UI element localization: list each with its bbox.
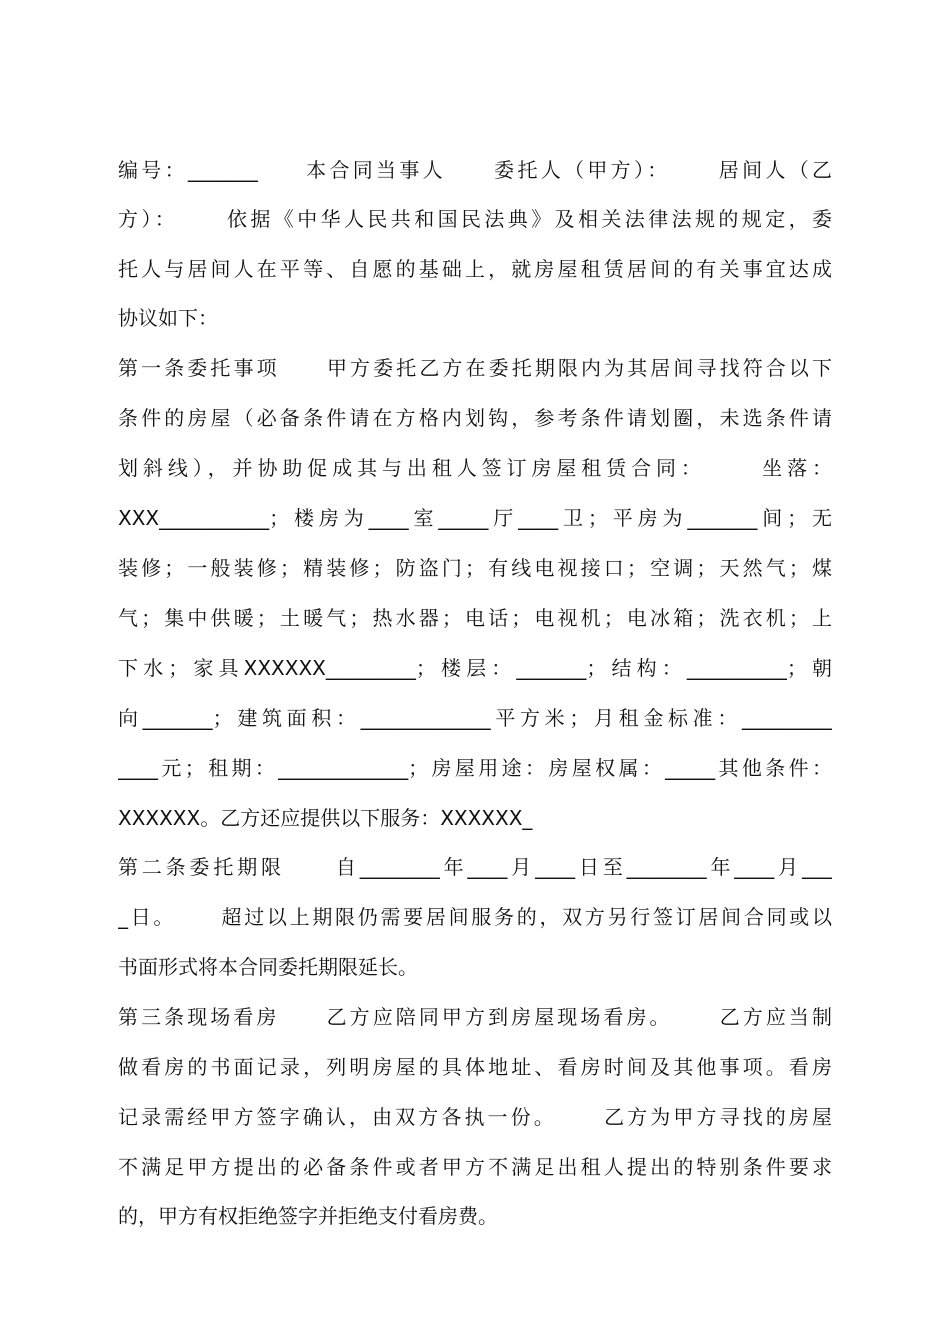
text-line-6: 条件的房屋（必备条件请在方格内划钩，参考条件请划圈，未选条件请 — [118, 406, 832, 430]
text-line-4: 协议如下： — [118, 306, 218, 330]
text-line-8: XXX___________；楼房为____室_____厅____卫；平房为_______间；无 — [118, 506, 832, 530]
text-line-22: 的，甲方有权拒绝签字并拒绝支付看房费。 — [118, 1204, 498, 1228]
text-line-2: 方）： 依据《中华人民共和国民法典》及相关法律法规的规定，委 — [118, 207, 832, 231]
text-line-11: 下水；家具XXXXXX_________；楼层：_______；结构：__________；朝 — [118, 656, 832, 680]
text-line-9: 装修；一般装修；精装修；防盗门；有线电视接口；空调；天然气；煤 — [118, 556, 832, 580]
text-line-16: _日。 超过以上期限仍需要居间服务的，双方另行签订居间合同或以 — [118, 905, 832, 929]
text-line-19: 做看房的书面记录，列明房屋的具体地址、看房时间及其他事项。看房 — [118, 1055, 832, 1079]
text-line-12: 向_______；建筑面积：_____________平方米；月租金标准：_________ — [118, 706, 832, 730]
text-line-17: 书面形式将本合同委托期限延长。 — [118, 955, 418, 979]
text-line-1: 编号：_______ 本合同当事人 委托人（甲方）： 居间人（乙 — [118, 158, 832, 182]
text-line-3: 托人与居间人在平等、自愿的基础上，就房屋租赁居间的有关事宜达成 — [118, 257, 832, 281]
text-line-15: 第二条委托期限 自________年____月____日至________年____月___ — [118, 855, 832, 879]
text-line-14: XXXXXX。乙方还应提供以下服务：XXXXXX_ — [118, 806, 533, 830]
text-line-21: 不满足甲方提出的必备条件或者甲方不满足出租人提出的特别条件要求 — [118, 1155, 832, 1179]
text-line-10: 气；集中供暖；土暖气；热水器；电话；电视机；电冰箱；洗衣机；上 — [118, 606, 832, 630]
text-line-13: ____元；租期：_____________；房屋用途：房屋权属：_____其他条件： — [118, 756, 832, 780]
text-line-5: 第一条委托事项 甲方委托乙方在委托期限内为其居间寻找符合以下 — [118, 356, 832, 380]
text-line-18: 第三条现场看房 乙方应陪同甲方到房屋现场看房。 乙方应当制 — [118, 1005, 832, 1029]
text-line-20: 记录需经甲方签字确认，由双方各执一份。 乙方为甲方寻找的房屋 — [118, 1105, 832, 1129]
text-line-7: 划斜线），并协助促成其与出租人签订房屋租赁合同： 坐落： — [118, 456, 832, 480]
